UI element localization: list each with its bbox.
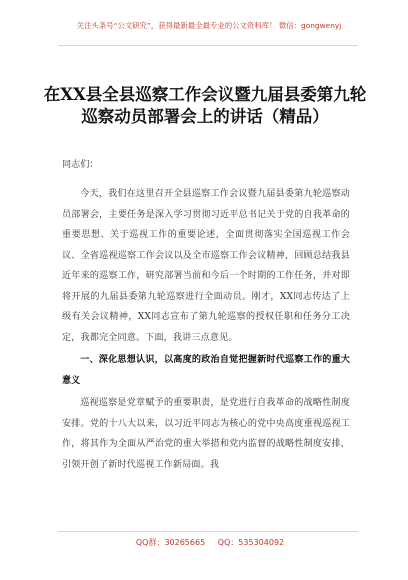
header-divider [58,45,358,46]
footer-contact [100,536,320,550]
document-title: 在XX县全县巡察工作会议暨九届县委第九轮巡察动员部署会上的讲话（精品） [43,85,367,126]
footer-qq-group: QQ群：30265665 [135,538,206,547]
body-paragraph: 今天，我们在这里召开全县巡察工作会议暨九届县委第九轮巡察动员部署会，主要任务是深入学习贯彻习近平总书记关于党的自我革命的重要思想、关于巡视工作的重要论述，全面贯彻落实全国巡视工作会议、全省巡视巡察工作会议以及全市巡察工作会议精神，回顾总结我县近年来的巡察工作，研究部署当前和今后一个时期的工作任务，并对即将开展的九届县委第九轮巡察进行全面动员。刚才，XX同志传达了上级有关会议精神，XX同志宣布了第九轮巡察的授权任职和任务分工决定，我都完全同意。下面，我讲三点意见。 [62,189,350,343]
section-heading: 一、深化思想认识，以高度的政治自觉把握新时代巡察工作的重大意义 [62,355,350,386]
body-paragraph: 巡视巡察是党章赋予的重要职责，是党进行自我革命的战略性制度安排。党的十八大以来，以习近平同志为核心的党中央高度重视巡视工作，将其作为全面从严治党的重大举措和党内监督的战略性制度安排，引领开创了新时代巡视工作新局面。我 [62,398,350,470]
footer-qq: QQ：535304092 [217,538,285,547]
header-notice: 关注头条号“公文研究”，获得最新最全最专业的公文资料库！ 微信：gongwenyj [76,21,342,30]
salutation: 同志们： [62,160,99,170]
footer-divider [58,531,358,532]
document-body [62,148,350,475]
